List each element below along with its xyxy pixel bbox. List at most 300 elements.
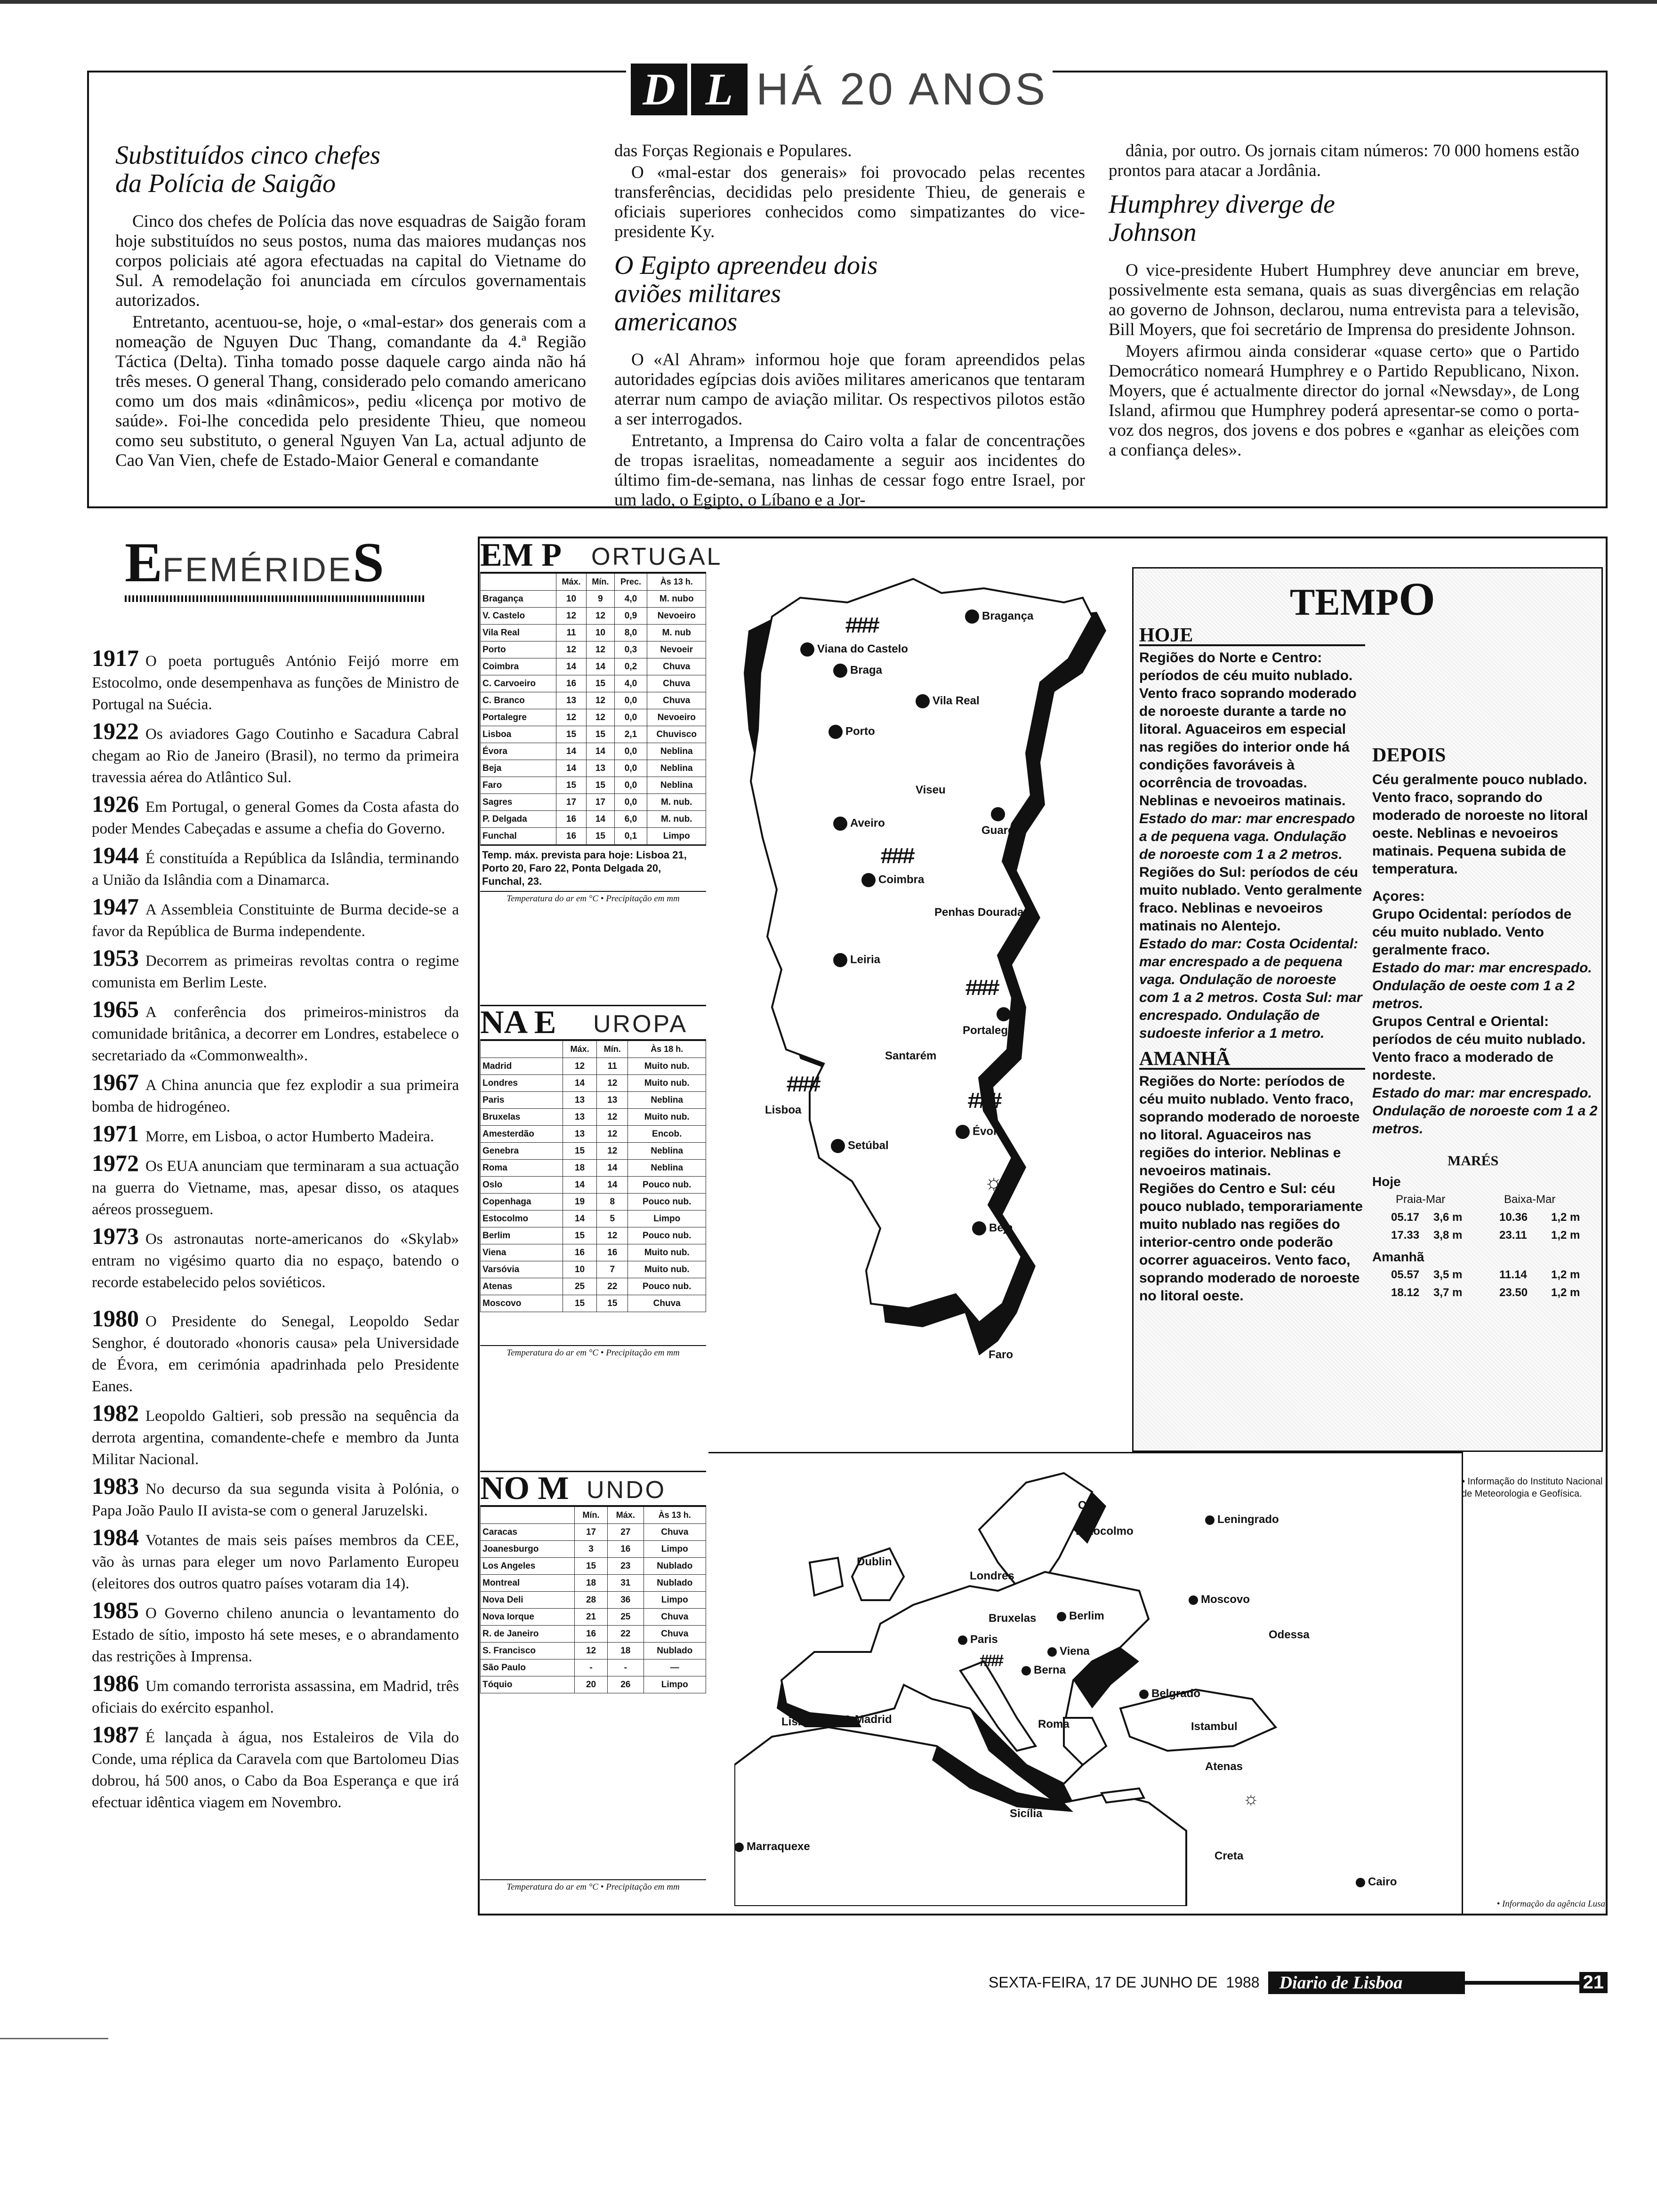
- table-cell: 6,0: [614, 811, 647, 828]
- efemeride-year: 1967: [92, 1069, 139, 1095]
- city-label: Guarda: [981, 824, 1022, 837]
- footer: [989, 1970, 1608, 1996]
- table-cell: Chuva: [643, 1626, 706, 1643]
- map-city-setubal: [831, 1139, 889, 1153]
- table-cell: 12: [556, 608, 587, 625]
- table-cell: 10: [563, 1261, 596, 1278]
- table-cell: 0,0: [614, 692, 647, 709]
- paragraph: Moyers afirmou ainda considerar «quase certo» que o Partido Democrático nomeará Humphrey e o Partido Republicano, Nixon. Moyers, que é actualmente director do jornal «Newsday», de Long Island, afirmou que Humphrey poderá apresentar-se como o porta-voz dos negros, dos jovens e dos pobres e «ganhar as eleições com a confiança deles».: [1109, 342, 1579, 460]
- table-cell: 16: [608, 1541, 643, 1558]
- table-spacer: [480, 1693, 706, 1879]
- efemeride-year: 1973: [92, 1223, 139, 1249]
- city-dot-icon: [833, 817, 847, 831]
- table-cell: 13: [563, 1126, 596, 1143]
- city-label: Belgrado: [1151, 1687, 1201, 1700]
- city-label: Beja: [989, 1221, 1013, 1234]
- efemeride-year: 1982: [92, 1400, 139, 1426]
- efemerides-title: [125, 531, 417, 593]
- table-city-cell: Bragança: [481, 591, 556, 608]
- city-label: Odessa: [1269, 1628, 1310, 1641]
- table-city-cell: Berlim: [481, 1227, 563, 1244]
- efemeride-text: No decurso da sua segunda visita à Polónia, o Papa João Paulo II avista-se com o general Jaruzelski.: [92, 1481, 459, 1519]
- table-row: [481, 1659, 706, 1676]
- city-label: Vila Real: [933, 694, 980, 707]
- article-col-3: [1109, 141, 1579, 462]
- table-cell: 12: [587, 641, 614, 658]
- city-label: Sicília: [1010, 1807, 1043, 1820]
- paragraph: O «Al Ahram» informou hoje que foram apreendidos pelas autoridades egípcias dois aviões militares americanos que tentaram aterrar num campo de aviação militar. Os respectivos pilotos estão a ser interrogados.: [614, 350, 1085, 429]
- europe-city-atenas: [1205, 1760, 1243, 1773]
- table-city-cell: São Paulo: [481, 1659, 575, 1676]
- city-label: Berna: [1034, 1664, 1066, 1676]
- table-header-cell: Máx.: [608, 1507, 643, 1524]
- city-dot-icon: [916, 694, 930, 708]
- table-cell: 12: [587, 608, 614, 625]
- efemeride-item: [92, 998, 459, 1066]
- city-label: Faro: [989, 1348, 1014, 1361]
- efemeride-item: [92, 1122, 459, 1147]
- europe-table-panel: [480, 1005, 706, 1360]
- page-number: 21: [1579, 1972, 1608, 1993]
- city-label: Aveiro: [850, 817, 885, 830]
- mares-cell: 05.57: [1391, 1268, 1420, 1281]
- city-dot-icon: [965, 609, 979, 624]
- article-col-2: [614, 141, 1085, 512]
- europe-city-dublin: [857, 1555, 892, 1569]
- portugal-table-panel: [480, 537, 723, 906]
- mares-amanha-rows: [1372, 1266, 1598, 1302]
- table-cell: M. nub: [647, 625, 706, 641]
- mares-cell: 10.36: [1499, 1211, 1528, 1224]
- table-row: [481, 608, 706, 625]
- table-cell: 4,0: [614, 591, 647, 608]
- map-city-viana: [800, 642, 908, 657]
- table-cell: 28: [574, 1592, 607, 1609]
- table-cell: Nevoeiro: [647, 608, 706, 625]
- logo-letter-l: L: [691, 64, 748, 115]
- paragraph: dânia, por outro. Os jornais citam números: 70 000 homens estão prontos para atacar a Jordânia.: [1109, 141, 1579, 180]
- city-label: Moscovo: [1201, 1593, 1250, 1606]
- table-city-cell: C. Branco: [481, 692, 556, 709]
- map-city-portalegre: [963, 1007, 1019, 1037]
- tempo-col-right: [1372, 744, 1598, 1302]
- mares-header: Baixa-Mar: [1504, 1193, 1556, 1206]
- city-dot-icon: [958, 1635, 967, 1645]
- table-city-cell: Madrid: [481, 1058, 563, 1075]
- efemeride-item: [92, 1225, 459, 1293]
- table-cell: 13: [597, 1092, 628, 1109]
- table-row: [481, 1524, 706, 1541]
- table-city-cell: Évora: [481, 743, 556, 760]
- table-cell: 12: [597, 1227, 628, 1244]
- mares-cell: 1,2 m: [1551, 1268, 1580, 1281]
- city-dot-icon: [1356, 1878, 1365, 1887]
- efemeride-text: A conferência dos primeiros-ministros da comunidade britânica, a decorrer em Londres, estabelece o secretariado da «Commonwealth».: [92, 1004, 459, 1064]
- lusa-credit: • Informação da agência Lusa: [1496, 1899, 1605, 1909]
- table-cell: 26: [608, 1676, 643, 1693]
- europe-city-estocolmo: [1076, 1525, 1134, 1538]
- tempo-depois-title: DEPOIS: [1372, 745, 1446, 766]
- table-header-cell: [481, 1507, 575, 1524]
- mares-cell: 3,6 m: [1433, 1211, 1463, 1224]
- sun-icon: ☼: [993, 1306, 1014, 1330]
- table-city-cell: Varsóvia: [481, 1261, 563, 1278]
- efemeride-year: 1984: [92, 1524, 139, 1550]
- city-dot-icon: [991, 807, 1005, 821]
- table-cell: 8: [597, 1194, 628, 1210]
- inm-credit: • Informação do Instituto Nacional de Meteorologia e Geofísica.: [1462, 1476, 1603, 1499]
- table-row: [481, 709, 706, 726]
- table-cell: Nublado: [643, 1643, 706, 1659]
- europe-city-viena: [1047, 1645, 1090, 1658]
- table-header-cell: Às 18 h.: [628, 1041, 706, 1058]
- efemeride-item: [92, 844, 459, 891]
- efemeride-item: [92, 793, 459, 840]
- table-cell: 0,0: [614, 743, 647, 760]
- table-row: [481, 811, 706, 828]
- table-row: [481, 658, 706, 675]
- table-cell: 13: [587, 760, 614, 777]
- table-row: [481, 743, 706, 760]
- city-dot-icon: [734, 1843, 744, 1852]
- table-city-cell: Bruxelas: [481, 1109, 563, 1126]
- table-cell: 15: [563, 1227, 596, 1244]
- table-row: [481, 1194, 706, 1210]
- city-label: Estocolmo: [1076, 1525, 1134, 1538]
- tempo-hoje-title: HOJE: [1139, 626, 1365, 646]
- city-label: Coimbra: [878, 873, 925, 886]
- table-city-cell: Oslo: [481, 1177, 563, 1194]
- efemeride-item: [92, 720, 459, 788]
- table-cell: 14: [563, 1210, 596, 1227]
- table-cell: Limpo: [643, 1592, 706, 1609]
- table-cell: Chuva: [647, 675, 706, 692]
- world-title-thin: UNDO: [587, 1476, 667, 1504]
- mares-cell: 3,5 m: [1433, 1268, 1463, 1281]
- table-cell: 12: [597, 1126, 628, 1143]
- city-label: Berlim: [1069, 1610, 1104, 1622]
- table-city-cell: Roma: [481, 1160, 563, 1177]
- city-label: Porto: [845, 725, 875, 738]
- efemeride-year: 1980: [92, 1305, 139, 1331]
- efemeride-text: Os EUA anunciam que terminaram a sua actuação na guerra do Vietname, mas, apesar disso, os ataques aéreos prosseguem.: [92, 1158, 459, 1218]
- table-row: [481, 1210, 706, 1227]
- map-city-faro: [989, 1348, 1013, 1362]
- table-city-cell: Tóquio: [481, 1676, 575, 1693]
- table-header-cell: Mín.: [597, 1041, 628, 1058]
- table-city-cell: Coimbra: [481, 658, 556, 675]
- table-row: [481, 1244, 706, 1261]
- city-dot-icon: [1047, 1647, 1057, 1657]
- table-cell: 16: [597, 1244, 628, 1261]
- table-row: [481, 1058, 706, 1075]
- tempo-title-o: O: [1399, 573, 1435, 625]
- city-dot-icon: [997, 1007, 1011, 1021]
- rain-icon: ###: [786, 1073, 819, 1098]
- europe-city-paris: [958, 1633, 998, 1646]
- city-label: Marraquexe: [747, 1840, 810, 1853]
- table-cell: Neblina: [628, 1143, 706, 1160]
- portugal-map: [716, 541, 1130, 1426]
- table-city-cell: Estocolmo: [481, 1210, 563, 1227]
- table-cell: 0,0: [614, 760, 647, 777]
- table-cell: -: [574, 1659, 607, 1676]
- efemeride-item: [92, 1475, 459, 1522]
- table-cell: 18: [574, 1575, 607, 1592]
- efemeride-year: 1983: [92, 1473, 139, 1499]
- tempo-text: Regiões do Norte e Centro: períodos de céu muito nublado. Vento fraco soprando moderado de noroeste durante a tarde no litoral. Aguaceiros em especial nas regiões do interior onde há condições favoráveis à ocorrência de trovoadas. Neblinas e nevoeiros matinais.: [1139, 650, 1357, 809]
- table-city-cell: Amesterdão: [481, 1126, 563, 1143]
- world-table-panel: [480, 1471, 706, 1894]
- table-cell: 15: [556, 726, 587, 743]
- table-cell: 15: [587, 777, 614, 794]
- mares-headers: [1372, 1191, 1598, 1209]
- table-cell: Chuva: [647, 658, 706, 675]
- mares-cell: 1,2 m: [1551, 1286, 1580, 1299]
- table-row: [481, 1109, 706, 1126]
- city-label: Atenas: [1205, 1760, 1243, 1773]
- table-row: [481, 1609, 706, 1626]
- table-cell: 23: [608, 1558, 643, 1575]
- efemeride-year: 1985: [92, 1597, 139, 1623]
- table-header-cell: [481, 1041, 563, 1058]
- table-cell: 12: [597, 1075, 628, 1092]
- table-header-cell: Às 13 h.: [643, 1507, 706, 1524]
- city-label: Creta: [1215, 1850, 1244, 1862]
- map-city-vila-real: [916, 694, 980, 708]
- table-cell: M. nub.: [647, 794, 706, 811]
- table-cell: Muito nub.: [628, 1109, 706, 1126]
- europe-city-odessa: [1269, 1628, 1310, 1642]
- city-label: Oslo: [1078, 1499, 1103, 1512]
- table-cell: Neblina: [647, 760, 706, 777]
- world-weather-table: [480, 1507, 706, 1693]
- map-city-aveiro: [833, 817, 885, 831]
- table-header-cell: [481, 574, 556, 591]
- table-cell: Neblina: [628, 1092, 706, 1109]
- city-dot-icon: [1057, 1612, 1066, 1621]
- table-cell: 15: [587, 675, 614, 692]
- table-cell: 16: [563, 1244, 596, 1261]
- table-row: [481, 1626, 706, 1643]
- efemeride-year: 1922: [92, 718, 139, 744]
- table-city-cell: Nova Deli: [481, 1592, 575, 1609]
- mares-row: [1372, 1209, 1598, 1226]
- efemeride-text: É lançada à água, nos Estaleiros de Vila do Conde, uma réplica da Caravela com que Bartolomeu Dias dobrou, há 500 anos, o Cabo da Boa Esperança e que irá efectuar idêntica viagem em Novembro.: [92, 1729, 459, 1811]
- city-label: Paris: [970, 1633, 998, 1646]
- table-cell: M. nubo: [647, 591, 706, 608]
- table-row: [481, 591, 706, 608]
- table-row: [481, 1541, 706, 1558]
- city-label: Istambul: [1191, 1720, 1238, 1733]
- table-cell: 14: [597, 1177, 628, 1194]
- rain-icon: ###: [967, 1090, 1000, 1115]
- city-dot-icon: [843, 1715, 852, 1725]
- city-label: Évora: [973, 1125, 1004, 1138]
- map-city-penhas-douradas: [934, 906, 1030, 919]
- tempo-text: Grupo Ocidental: períodos de céu muito nublado. Vento geralmente fraco.: [1372, 906, 1572, 958]
- table-cell: Nublado: [643, 1558, 706, 1575]
- table-cell: 18: [563, 1160, 596, 1177]
- table-row: [481, 641, 706, 658]
- table-cell: 0,0: [614, 794, 647, 811]
- table-cell: 16: [556, 675, 587, 692]
- tempo-acores-title: Açores:: [1372, 889, 1425, 904]
- mares-row: [1372, 1266, 1598, 1284]
- table-row: [481, 675, 706, 692]
- europe-city-lisboa: [781, 1715, 818, 1729]
- table-city-cell: Faro: [481, 777, 556, 794]
- city-label: Viana do Castelo: [817, 642, 908, 656]
- tempo-title-big: TEMP: [1290, 582, 1399, 623]
- map-city-leiria: [833, 953, 880, 967]
- table-city-cell: Londres: [481, 1075, 563, 1092]
- city-dot-icon: [861, 873, 876, 887]
- table-city-cell: Caracas: [481, 1524, 575, 1541]
- table-row: [481, 1261, 706, 1278]
- table-cell: 14: [587, 743, 614, 760]
- efemerides-title-last: S: [353, 531, 384, 593]
- map-city-braganca: [965, 609, 1033, 624]
- table-cell: 12: [556, 641, 587, 658]
- paragraph: Entretanto, acentuou-se, hoje, o «mal-estar» dos generais com a nomeação de Nguyen Duc Thang, comandante da 4.ª Região Táctica (Delta). Tinha tomado posse daquele cargo ainda não há três meses. O general Thang, considerado pelo comando americano como um dos mais «dinâmicos», pediu «licença por motivo de saúde». Foi-lhe concedida pelo presidente Thieu, que nomeou como seu substituto, o general Nguyen Van La, actual adjunto de Cao Van Vien, chefe de Estado-Maior General e comandante: [115, 313, 586, 470]
- table-city-cell: C. Carvoeiro: [481, 675, 556, 692]
- table-cell: 15: [587, 828, 614, 845]
- efemeride-year: 1944: [92, 842, 139, 868]
- table-cell: 25: [608, 1609, 643, 1626]
- table-cell: 11: [597, 1058, 628, 1075]
- table-cell: 0,1: [614, 828, 647, 845]
- efemeride-text: A China anuncia que fez explodir a sua primeira bomba de hidrogéneo.: [92, 1077, 459, 1115]
- efemeride-year: 1972: [92, 1150, 139, 1176]
- table-cell: Muito nub.: [628, 1075, 706, 1092]
- portugal-table-title: [480, 537, 723, 573]
- tempo-text: Estado do mar: Costa Ocidental: mar encrespado a de pequena vaga. Ondulação de noroeste com 1 a 2 metros. Costa Sul: mar encrespado. Ondulação de sudoeste inferior a 1 metro.: [1139, 936, 1362, 1041]
- table-city-cell: Joanesburgo: [481, 1541, 575, 1558]
- city-label: Londres: [970, 1570, 1014, 1582]
- table-city-cell: Atenas: [481, 1278, 563, 1295]
- headline-egipto: O Egipto apreendeu dois aviões militares americanos: [614, 251, 878, 337]
- table-row: [481, 726, 706, 743]
- city-dot-icon: [956, 1125, 970, 1139]
- table-cell: 13: [556, 692, 587, 709]
- table-row: [481, 1143, 706, 1160]
- europe-city-creta: [1215, 1850, 1243, 1863]
- tempo-text: Estado do mar: mar encrespado. Ondulação de noroeste com 1 a 2 metros.: [1372, 1085, 1598, 1137]
- mares-cell: 17.33: [1391, 1229, 1420, 1242]
- efemeride-item: [92, 1672, 459, 1719]
- table-cell: 16: [556, 828, 587, 845]
- table-cell: 14: [556, 760, 587, 777]
- table-row: [481, 625, 706, 641]
- rain-icon: ###: [880, 845, 913, 870]
- europe-city-marraquexe: [734, 1840, 810, 1853]
- city-label: Setúbal: [848, 1139, 889, 1152]
- headline-saigao: Substituídos cinco chefes da Polícia de Saigão: [115, 141, 381, 198]
- efemeride-text: O Presidente do Senegal, Leopoldo Sedar Senghor, é doutorado «honoris causa» pela Universidade de Évora, em cerimónia apadrinhada pelo Presidente Eanes.: [92, 1313, 459, 1395]
- city-dot-icon: [800, 642, 814, 657]
- table-cell: 21: [574, 1609, 607, 1626]
- mares-cell: 11.14: [1499, 1268, 1527, 1281]
- world-table-title: [480, 1471, 706, 1507]
- efemeride-year: 1917: [92, 645, 139, 671]
- mares-cell: 3,7 m: [1433, 1286, 1463, 1299]
- europe-city-cairo: [1356, 1875, 1397, 1889]
- table-cell: 12: [574, 1643, 607, 1659]
- efemeride-item: [92, 1599, 459, 1667]
- efemeride-item: [92, 1402, 459, 1470]
- table-cell: 14: [563, 1075, 596, 1092]
- table-cell: Pouco nub.: [628, 1194, 706, 1210]
- table-cell: 18: [608, 1643, 643, 1659]
- efemeride-year: 1953: [92, 945, 139, 971]
- tempo-col-left: [1139, 624, 1365, 1305]
- tempo-title: [1290, 572, 1435, 625]
- mares-cell: 1,2 m: [1551, 1211, 1580, 1224]
- table-city-cell: Los Angeles: [481, 1558, 575, 1575]
- table-cell: Chuva: [647, 692, 706, 709]
- efemeride-year: 1947: [92, 893, 139, 920]
- table-cell: 12: [597, 1143, 628, 1160]
- table-cell: 0,9: [614, 608, 647, 625]
- europe-city-roma: [1038, 1718, 1070, 1731]
- efemeride-item: [92, 947, 459, 994]
- efemeride-text: O poeta português António Feijó morre em Estocolmo, onde desempenhava as funções de Ministro de Portugal na Suécia.: [92, 653, 459, 713]
- efemeride-text: É constituída a República da Islândia, terminando a União da Islândia com a Dinamarca.: [92, 850, 459, 889]
- table-city-cell: Viena: [481, 1244, 563, 1261]
- table-row: [481, 1278, 706, 1295]
- efemeride-text: Leopoldo Galtieri, sob pressão na sequência da derrota argentina, comandente-chefe e membro da Junta Militar Nacional.: [92, 1408, 459, 1468]
- table-row: [481, 1092, 706, 1109]
- tempo-text: Regiões do Norte: períodos de céu muito nublado. Vento fraco, soprando moderado de noroeste no litoral. Aguaceiros nas regiões do interior. Neblinas e nevoeiros matinais.: [1139, 1074, 1360, 1178]
- table-city-cell: Copenhaga: [481, 1194, 563, 1210]
- table-row: [481, 1160, 706, 1177]
- sun-icon: ☼: [1243, 1789, 1259, 1809]
- table-cell: 14: [563, 1177, 596, 1194]
- europe-city-bruxelas: [989, 1612, 1036, 1625]
- table-cell: 14: [556, 658, 587, 675]
- table-cell: 14: [587, 658, 614, 675]
- ireland-land: [810, 1558, 843, 1595]
- table-row: [481, 1295, 706, 1312]
- efemeride-item: [92, 1723, 459, 1813]
- tempo-text: Grupos Central e Oriental: períodos de céu muito nublado. Vento fraco a moderado de nordeste.: [1372, 1014, 1586, 1083]
- efemeride-text: Os aviadores Gago Coutinho e Sacadura Cabral chegam ao Rio de Janeiro (Brasil), no termo da primeira travessia aérea do Atlântico Sul.: [92, 726, 459, 786]
- map-city-viseu: [916, 784, 946, 797]
- efemeride-text: O Governo chileno anuncia o levantamento do Estado de sítio, imposto há sete meses, e o abrandamento das restrições à Imprensa.: [92, 1605, 459, 1665]
- table-cell: Encob.: [628, 1126, 706, 1143]
- world-title-big: NO M: [480, 1470, 569, 1507]
- table-header-cell: Mín.: [574, 1507, 607, 1524]
- map-city-porto: [828, 725, 875, 739]
- europe-city-leningrado: [1205, 1513, 1279, 1526]
- units-note: Temperatura do ar em °C • Precipitação em mm: [480, 1345, 706, 1360]
- city-label: Viena: [1060, 1645, 1090, 1658]
- table-row: [481, 1075, 706, 1092]
- efemeride-text: Os astronautas norte-americanos do «Skylab» entram no vigésimo quarto dia no espaço, batendo o recorde estabelecido pelos soviéticos.: [92, 1231, 459, 1291]
- efemeride-item: [92, 1307, 459, 1397]
- city-label: Leningrado: [1217, 1513, 1279, 1526]
- rain-icon: ###: [845, 614, 877, 640]
- units-note: Temperatura do ar em °C • Precipitação em mm: [480, 891, 706, 906]
- table-city-cell: Portalegre: [481, 709, 556, 726]
- city-label: Portalegre: [963, 1024, 1019, 1037]
- table-cell: Chuva: [643, 1609, 706, 1626]
- table-city-cell: Montreal: [481, 1575, 575, 1592]
- table-cell: 14: [556, 743, 587, 760]
- efemeride-text: Em Portugal, o general Gomes da Costa afasta do poder Mendes Cabeçadas e assume a chefia do Governo.: [92, 799, 459, 837]
- table-cell: 19: [563, 1194, 596, 1210]
